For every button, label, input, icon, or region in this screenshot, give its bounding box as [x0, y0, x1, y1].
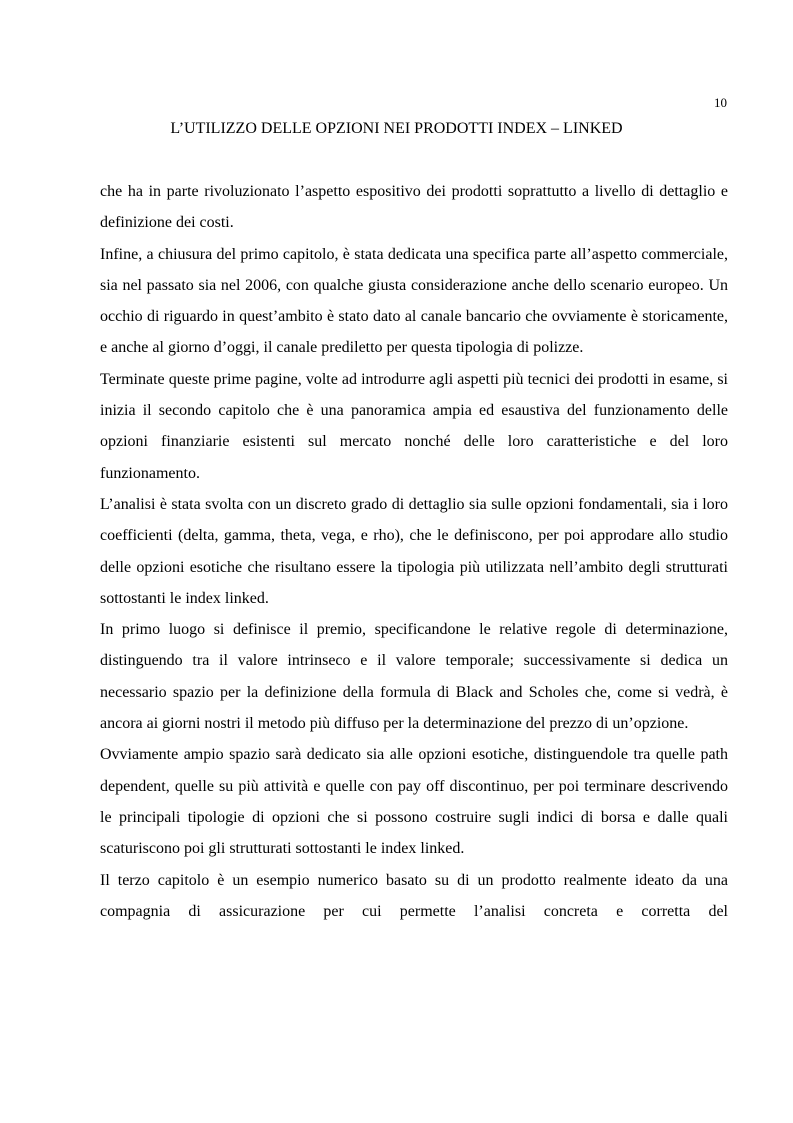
paragraph: L’analisi è stata svolta con un discreto grado di dettaglio sia sulle opzioni fondamentali, sia i loro coefficienti (delta, gamma, theta, vega, e rho), che le definiscono, per poi approdare allo studio delle opzioni esotiche che risultano essere la tipologia più utilizzata nell’ambito degli strutturati sottostanti le index linked. [100, 495, 728, 607]
paragraph: Ovviamente ampio spazio sarà dedicato sia alle opzioni esotiche, distinguendole tra quelle path dependent, quelle su più attività e quelle con pay off discontinuo, per poi terminare descrivendo le principali tipologie di opzioni che si possono costruire sugli indici di borsa e dalle quali scaturiscono poi gli strutturati sottostanti le index linked. [100, 746, 728, 858]
paragraph: Infine, a chiusura del primo capitolo, è stata dedicata una specifica parte all’aspetto commerciale, sia nel passato sia nel 2006, con qualche giusta considerazione anche dello scenario europeo. Un occhio di riguardo in quest’ambito è stato dato al canale bancario che ovviamente è storicamente, e anche al giorno d’oggi, il canale prediletto per questa tipologia di polizze. [100, 245, 728, 357]
paragraph: In primo luogo si definisce il premio, specificandone le relative regole di determinazione, distinguendo tra il valore intrinseco e il valore temporale; successivamente si dedica un necessario spazio per la definizione della formula di Black and Scholes che, come si vedrà, è ancora ai giorni nostri il metodo più diffuso per la determinazione del prezzo di un’opzione. [100, 621, 728, 733]
page-number: 10 [714, 95, 727, 110]
body-text [100, 176, 728, 927]
running-header: L’UTILIZZO DELLE OPZIONI NEI PRODOTTI INDEX – LINKED [170, 120, 623, 137]
paragraph: che ha in parte rivoluzionato l’aspetto espositivo dei prodotti soprattutto a livello di dettaglio e definizione dei costi. [100, 183, 728, 232]
paragraph: Terminate queste prime pagine, volte ad introdurre agli aspetti più tecnici dei prodotti in esame, si inizia il secondo capitolo che è una panoramica ampia ed esaustiva del funzionamento delle opzioni finanziarie esistenti sul mercato nonché delle loro caratteristiche e del loro funzionamento. [100, 370, 728, 482]
paragraph: Il terzo capitolo è un esempio numerico basato su di un prodotto realmente ideato da una compagnia di assicurazione per cui permette l’analisi concreta e corretta del [100, 871, 728, 920]
